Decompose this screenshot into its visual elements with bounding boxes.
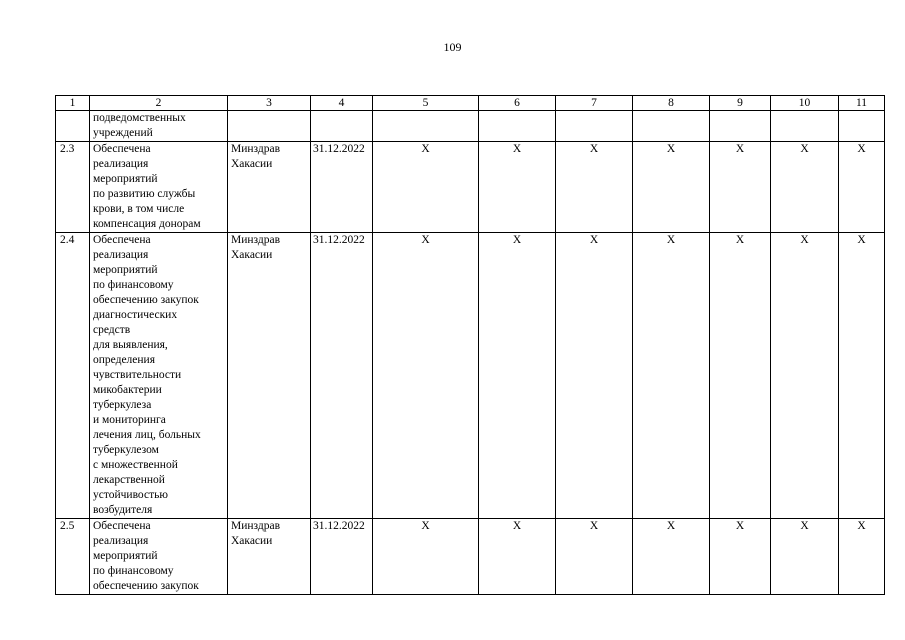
mark-cell: X xyxy=(771,142,839,233)
mark-cell: X xyxy=(633,233,710,519)
row-number-cell xyxy=(56,111,90,142)
row-org: Минздрав Хакасии xyxy=(228,519,311,595)
mark-cell: X xyxy=(710,142,771,233)
column-number: 2 xyxy=(90,96,228,111)
mark-cell: X xyxy=(839,519,885,595)
row-number: 2.5 xyxy=(56,519,90,595)
mark-cell xyxy=(710,111,771,142)
row-date: 31.12.2022 xyxy=(311,233,373,519)
column-number: 9 xyxy=(710,96,771,111)
column-number: 5 xyxy=(373,96,479,111)
column-number: 6 xyxy=(479,96,556,111)
page-number: 109 xyxy=(443,40,462,54)
mark-cell xyxy=(556,111,633,142)
mark-cell: X xyxy=(556,519,633,595)
table-row xyxy=(56,142,885,233)
mark-cell xyxy=(373,111,479,142)
mark-cell xyxy=(771,111,839,142)
column-number: 11 xyxy=(839,96,885,111)
column-number: 10 xyxy=(771,96,839,111)
mark-cell: X xyxy=(373,519,479,595)
mark-cell xyxy=(479,111,556,142)
row-date: 31.12.2022 xyxy=(311,142,373,233)
row-description: Обеспечена реализация мероприятий по финансовому обеспечению закупок xyxy=(90,519,228,595)
column-number: 4 xyxy=(311,96,373,111)
row-org: Минздрав Хакасии xyxy=(228,233,311,519)
row-number: 2.4 xyxy=(56,233,90,519)
column-number: 3 xyxy=(228,96,311,111)
mark-cell: X xyxy=(479,142,556,233)
row-number: 2.3 xyxy=(56,142,90,233)
mark-cell: X xyxy=(710,519,771,595)
table-row xyxy=(56,233,885,519)
table-row xyxy=(56,519,885,595)
column-number: 1 xyxy=(56,96,90,111)
column-number-row xyxy=(56,96,885,111)
column-number: 7 xyxy=(556,96,633,111)
row-description: Обеспечена реализация мероприятий по финансовому обеспечению закупок диагностических средств для выявления, определения чувствительности микобактерии туберкулеза и мониторинга лечения лиц, больных туберкулезом с множественной лекарственной устойчивостью возбудителя xyxy=(90,233,228,519)
mark-cell: X xyxy=(710,233,771,519)
row-description: Обеспечена реализация мероприятий по развитию службы крови, в том числе компенсация донорам xyxy=(90,142,228,233)
row-description: подведомственных учреждений xyxy=(90,111,228,142)
mark-cell: X xyxy=(771,519,839,595)
mark-cell: X xyxy=(633,142,710,233)
mark-cell: X xyxy=(771,233,839,519)
mark-cell xyxy=(633,111,710,142)
row-org: Минздрав Хакасии xyxy=(228,142,311,233)
row-date: 31.12.2022 xyxy=(311,519,373,595)
mark-cell: X xyxy=(373,233,479,519)
table-row-continuation xyxy=(56,111,885,142)
mark-cell: X xyxy=(839,142,885,233)
mark-cell: X xyxy=(373,142,479,233)
measures-table xyxy=(55,95,885,595)
mark-cell xyxy=(839,111,885,142)
mark-cell: X xyxy=(839,233,885,519)
mark-cell: X xyxy=(556,142,633,233)
row-org xyxy=(228,111,311,142)
mark-cell: X xyxy=(479,233,556,519)
mark-cell: X xyxy=(556,233,633,519)
row-date xyxy=(311,111,373,142)
mark-cell: X xyxy=(633,519,710,595)
column-number: 8 xyxy=(633,96,710,111)
mark-cell: X xyxy=(479,519,556,595)
